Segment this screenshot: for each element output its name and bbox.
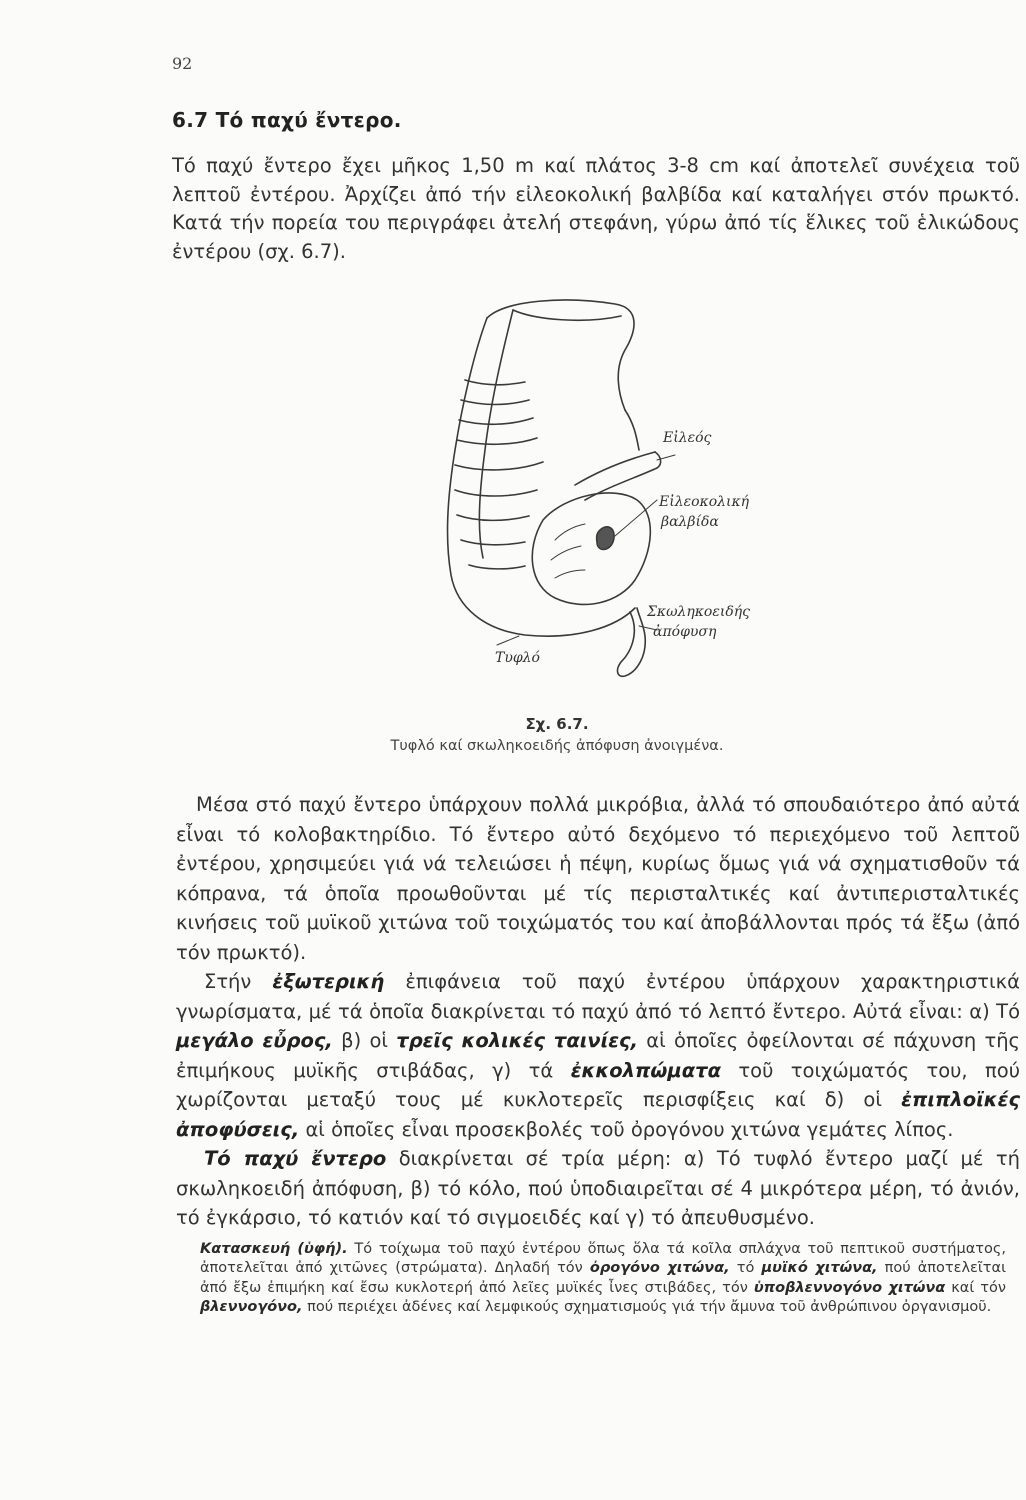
intro-paragraph: Τό παχύ ἔντερο ἔχει μῆκος 1,50 m καί πλάτος 3-8 cm καί ἀποτελεῖ συνέχεια τοῦ λεπτοῦ ἐντέρου. Ἀρχίζει ἀπό τήν εἰλεοκολική βαλβίδα καί καταλήγει στόν πρωκτό. Κατά τήν πορεία του περιγράφει ἀτελή στεφάνη, γύρω ἀπό τίς ἕλικες τοῦ ἑλικώδους ἐντέρου (σχ. 6.7). xyxy=(172,154,1020,263)
text-run: ἐπιφάνεια τοῦ παχύ ἐντέρου ὑπάρχουν χαρακτηριστικά γνωρίσματα, μέ τά ὁποῖα διακρίνεται τό παχύ ἀπό τό λεπτό ἔντερο. Αὐτά εἶναι: α) Τό xyxy=(176,970,1020,1023)
paragraph-external-features xyxy=(176,967,1020,1144)
term-muscularis: μυϊκό χιτώνα, xyxy=(761,1260,878,1277)
text-run: αἱ ὁποῖες ὀφείλονται σέ πάχυνση τῆς ἐπιμήκους μυϊκῆς στιβάδας, γ) τά xyxy=(176,1029,1020,1082)
cecum-illustration xyxy=(425,290,785,685)
figure-caption-id: Σχ. 6.7. xyxy=(525,715,589,733)
label-valve-1: Εἰλεοκολική xyxy=(659,494,750,510)
paragraph-microbes: Μέσα στό παχύ ἔντερο ὑπάρχουν πολλά μικρόβια, ἀλλά τό σπουδαιότερο ἀπό αὐτά εἶναι τό κολοβακτηρίδιο. Τό ἔντερο αὐτό δεχόμενο τό περιεχόμενο τοῦ λεπτοῦ ἐντέρου, χρησιμεύει γιά νά τελειώσει ἡ πέψη, κυρίως ὅμως γιά νά σχηματισθοῦν τά κόπρανα, τά ὁποῖα προωθοῦνται μέ τίς περισταλτικές καί ἀντιπερισταλτικές κινήσεις τοῦ μυϊκοῦ χιτώνα τοῦ τοιχώματός του καί ἀποβάλλονται πρός τά ἔξω (ἀπό τόν πρωκτό). xyxy=(176,793,1020,964)
text-run: διακρίνεται σέ τρία μέρη: α) Τό τυφλό ἔντερο μαζί μέ τή σκωληκοειδή ἀπόφυση, β) τό κόλο, πού ὑποδιαιρεῖται σέ 4 μικρότερα μέρη, τό ἀνιόν, τό ἐγκάρσιο, τό κατιόν καί τό σιγμοειδές καί γ) τό ἀπευθυσμένο. xyxy=(176,1147,1020,1229)
text-run: τοῦ τοιχώματός του, πού χωρίζονται μεταξύ τους μέ κυκλοτερεῖς περισφίξεις καί δ) οἱ xyxy=(176,1058,1020,1111)
cecum-sac xyxy=(532,493,650,605)
text-run: τό xyxy=(729,1260,762,1277)
label-valve-2: βαλβίδα xyxy=(661,514,719,530)
figure-cecum-appendix xyxy=(425,290,785,685)
term-serosa: ὀρογόνο χιτώνα, xyxy=(589,1260,730,1277)
text-run: Στήν xyxy=(204,970,273,993)
colon-top-opening xyxy=(487,300,634,410)
colon-left-wall xyxy=(448,318,635,636)
label-ileum: Εἰλεός xyxy=(663,430,712,446)
text-run: Τό τοίχωμα τοῦ παχύ ἐντέρου ὅπως ὅλα τά κοῖλα σπλάχνα τοῦ πεπτικοῦ συστήματος, ἀποτελεῖται ἀπό χιτῶνες (στρώματα). Δηλαδή τόν xyxy=(200,1241,1006,1277)
term-submucosa: ὑποβλεννογόνο χιτώνα xyxy=(753,1279,946,1296)
text-run: β) οἱ xyxy=(332,1029,397,1052)
figure-caption-text: Τυφλό καί σκωληκοειδής ἀπόφυση ἀνοιγμένα. xyxy=(390,738,724,754)
label-appendix-2: ἀπόφυση xyxy=(653,624,717,640)
text-run: πού ἀποτελεῖται ἀπό ἔξω ἐπιμήκη καί ἔσω κυκλοτερή ἀπό λεῖες μυϊκές ἶνες στιβάδες, τόν xyxy=(200,1260,1006,1296)
term-haustra: ἐκκολπώματα xyxy=(570,1058,721,1082)
term-taeniae: τρεῖς κολικές ταινίες, xyxy=(396,1029,639,1052)
text-run: καί τόν xyxy=(945,1279,1006,1296)
term-external: ἐξωτερική xyxy=(272,970,385,993)
term-large-intestine: Τό παχύ ἔντερο xyxy=(204,1147,387,1170)
ileocecal-valve xyxy=(597,527,614,550)
construction-note xyxy=(200,1240,1006,1317)
leader-cecum xyxy=(497,636,519,645)
text-run: αἱ ὁποῖες εἶναι προσεκβολές τοῦ ὀρογόνου χιτώνα γεμάτες λίπος. xyxy=(299,1117,954,1141)
label-appendix-1: Σκωληκοειδής xyxy=(647,604,751,620)
term-mucosa: βλεννογόνο, xyxy=(200,1298,303,1315)
page-number: 92 xyxy=(172,54,193,73)
section-title: 6.7 Τό παχύ ἔντερο. xyxy=(172,108,402,132)
body-text xyxy=(176,790,1020,1233)
label-cecum: Τυφλό xyxy=(495,650,540,666)
text-run: πού περιέχει ἀδένες καί λεμφικούς σχηματισμούς γιά τήν ἄμυνα τοῦ ἀνθρώπινου ὀργανισμοῦ. xyxy=(302,1298,992,1315)
term-large-width: μεγάλο εὖρος, xyxy=(176,1029,333,1052)
paragraph-parts xyxy=(176,1144,1020,1233)
term-epiploic: ἐπιπλοϊκές ἀποφύσεις, xyxy=(176,1088,1020,1141)
colon-right-wall xyxy=(625,410,639,450)
term-construction: Κατασκευή (ὑφή). xyxy=(200,1241,348,1257)
